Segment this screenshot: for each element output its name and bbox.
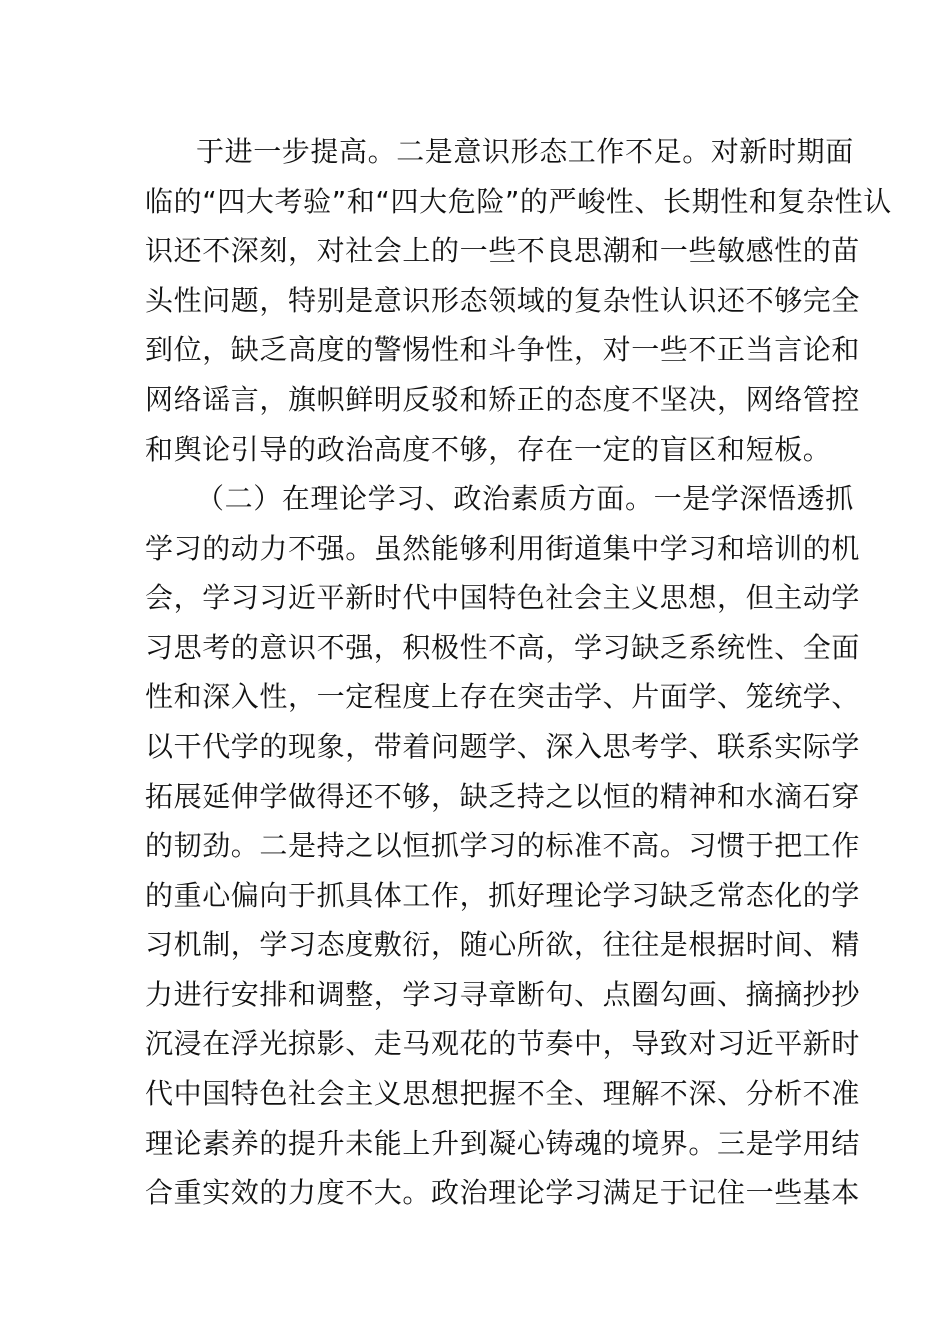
- text-line: 学习的动力不强。虽然能够利用街道集中学习和培训的机: [145, 532, 861, 565]
- text-line: 到位，缺乏高度的警惕性和斗争性，对一些不正当言论和: [145, 333, 861, 366]
- text-line: 识还不深刻，对社会上的一些不良思潮和一些敏感性的苗: [145, 234, 861, 267]
- text-line: 会，学习习近平新时代中国特色社会主义思想，但主动学: [145, 581, 861, 614]
- text-line: 合重实效的力度不大。政治理论学习满足于记住一些基本: [145, 1176, 861, 1209]
- text-line: 的韧劲。二是持之以恒抓学习的标准不高。习惯于把工作: [145, 829, 861, 862]
- text-line: 临的“四大考验”和“四大危险”的严峻性、长期性和复杂性认: [145, 185, 892, 218]
- text-line: 习思考的意识不强，积极性不高，学习缺乏系统性、全面: [145, 631, 861, 664]
- text-line: 沉浸在浮光掠影、走马观花的节奏中，导致对习近平新时: [145, 1027, 861, 1060]
- text-line: 代中国特色社会主义思想把握不全、理解不深、分析不准: [145, 1077, 861, 1110]
- section-heading-line: （二）在理论学习、政治素质方面。一是学深悟透抓: [196, 482, 854, 515]
- text-line: 和舆论引导的政治高度不够，存在一定的盲区和短板。: [145, 433, 832, 466]
- text-line: 网络谣言，旗帜鲜明反驳和矫正的态度不坚决，网络管控: [145, 383, 861, 416]
- text-line: 头性问题，特别是意识形态领域的复杂性认识还不够完全: [145, 284, 861, 317]
- text-line: 拓展延伸学做得还不够，缺乏持之以恒的精神和水滴石穿: [145, 780, 861, 813]
- text-line: 于进一步提高。二是意识形态工作不足。对新时期面: [196, 135, 854, 168]
- text-line: 的重心偏向于抓具体工作，抓好理论学习缺乏常态化的学: [145, 879, 861, 912]
- text-line: 力进行安排和调整，学习寻章断句、点圈勾画、摘摘抄抄: [145, 978, 861, 1011]
- text-line: 习机制，学习态度敷衍，随心所欲，往往是根据时间、精: [145, 928, 861, 961]
- text-line: 理论素养的提升未能上升到凝心铸魂的境界。三是学用结: [145, 1127, 861, 1160]
- text-line: 性和深入性，一定程度上存在突击学、片面学、笼统学、: [145, 680, 861, 713]
- text-line: 以干代学的现象，带着问题学、深入思考学、联系实际学: [145, 730, 861, 763]
